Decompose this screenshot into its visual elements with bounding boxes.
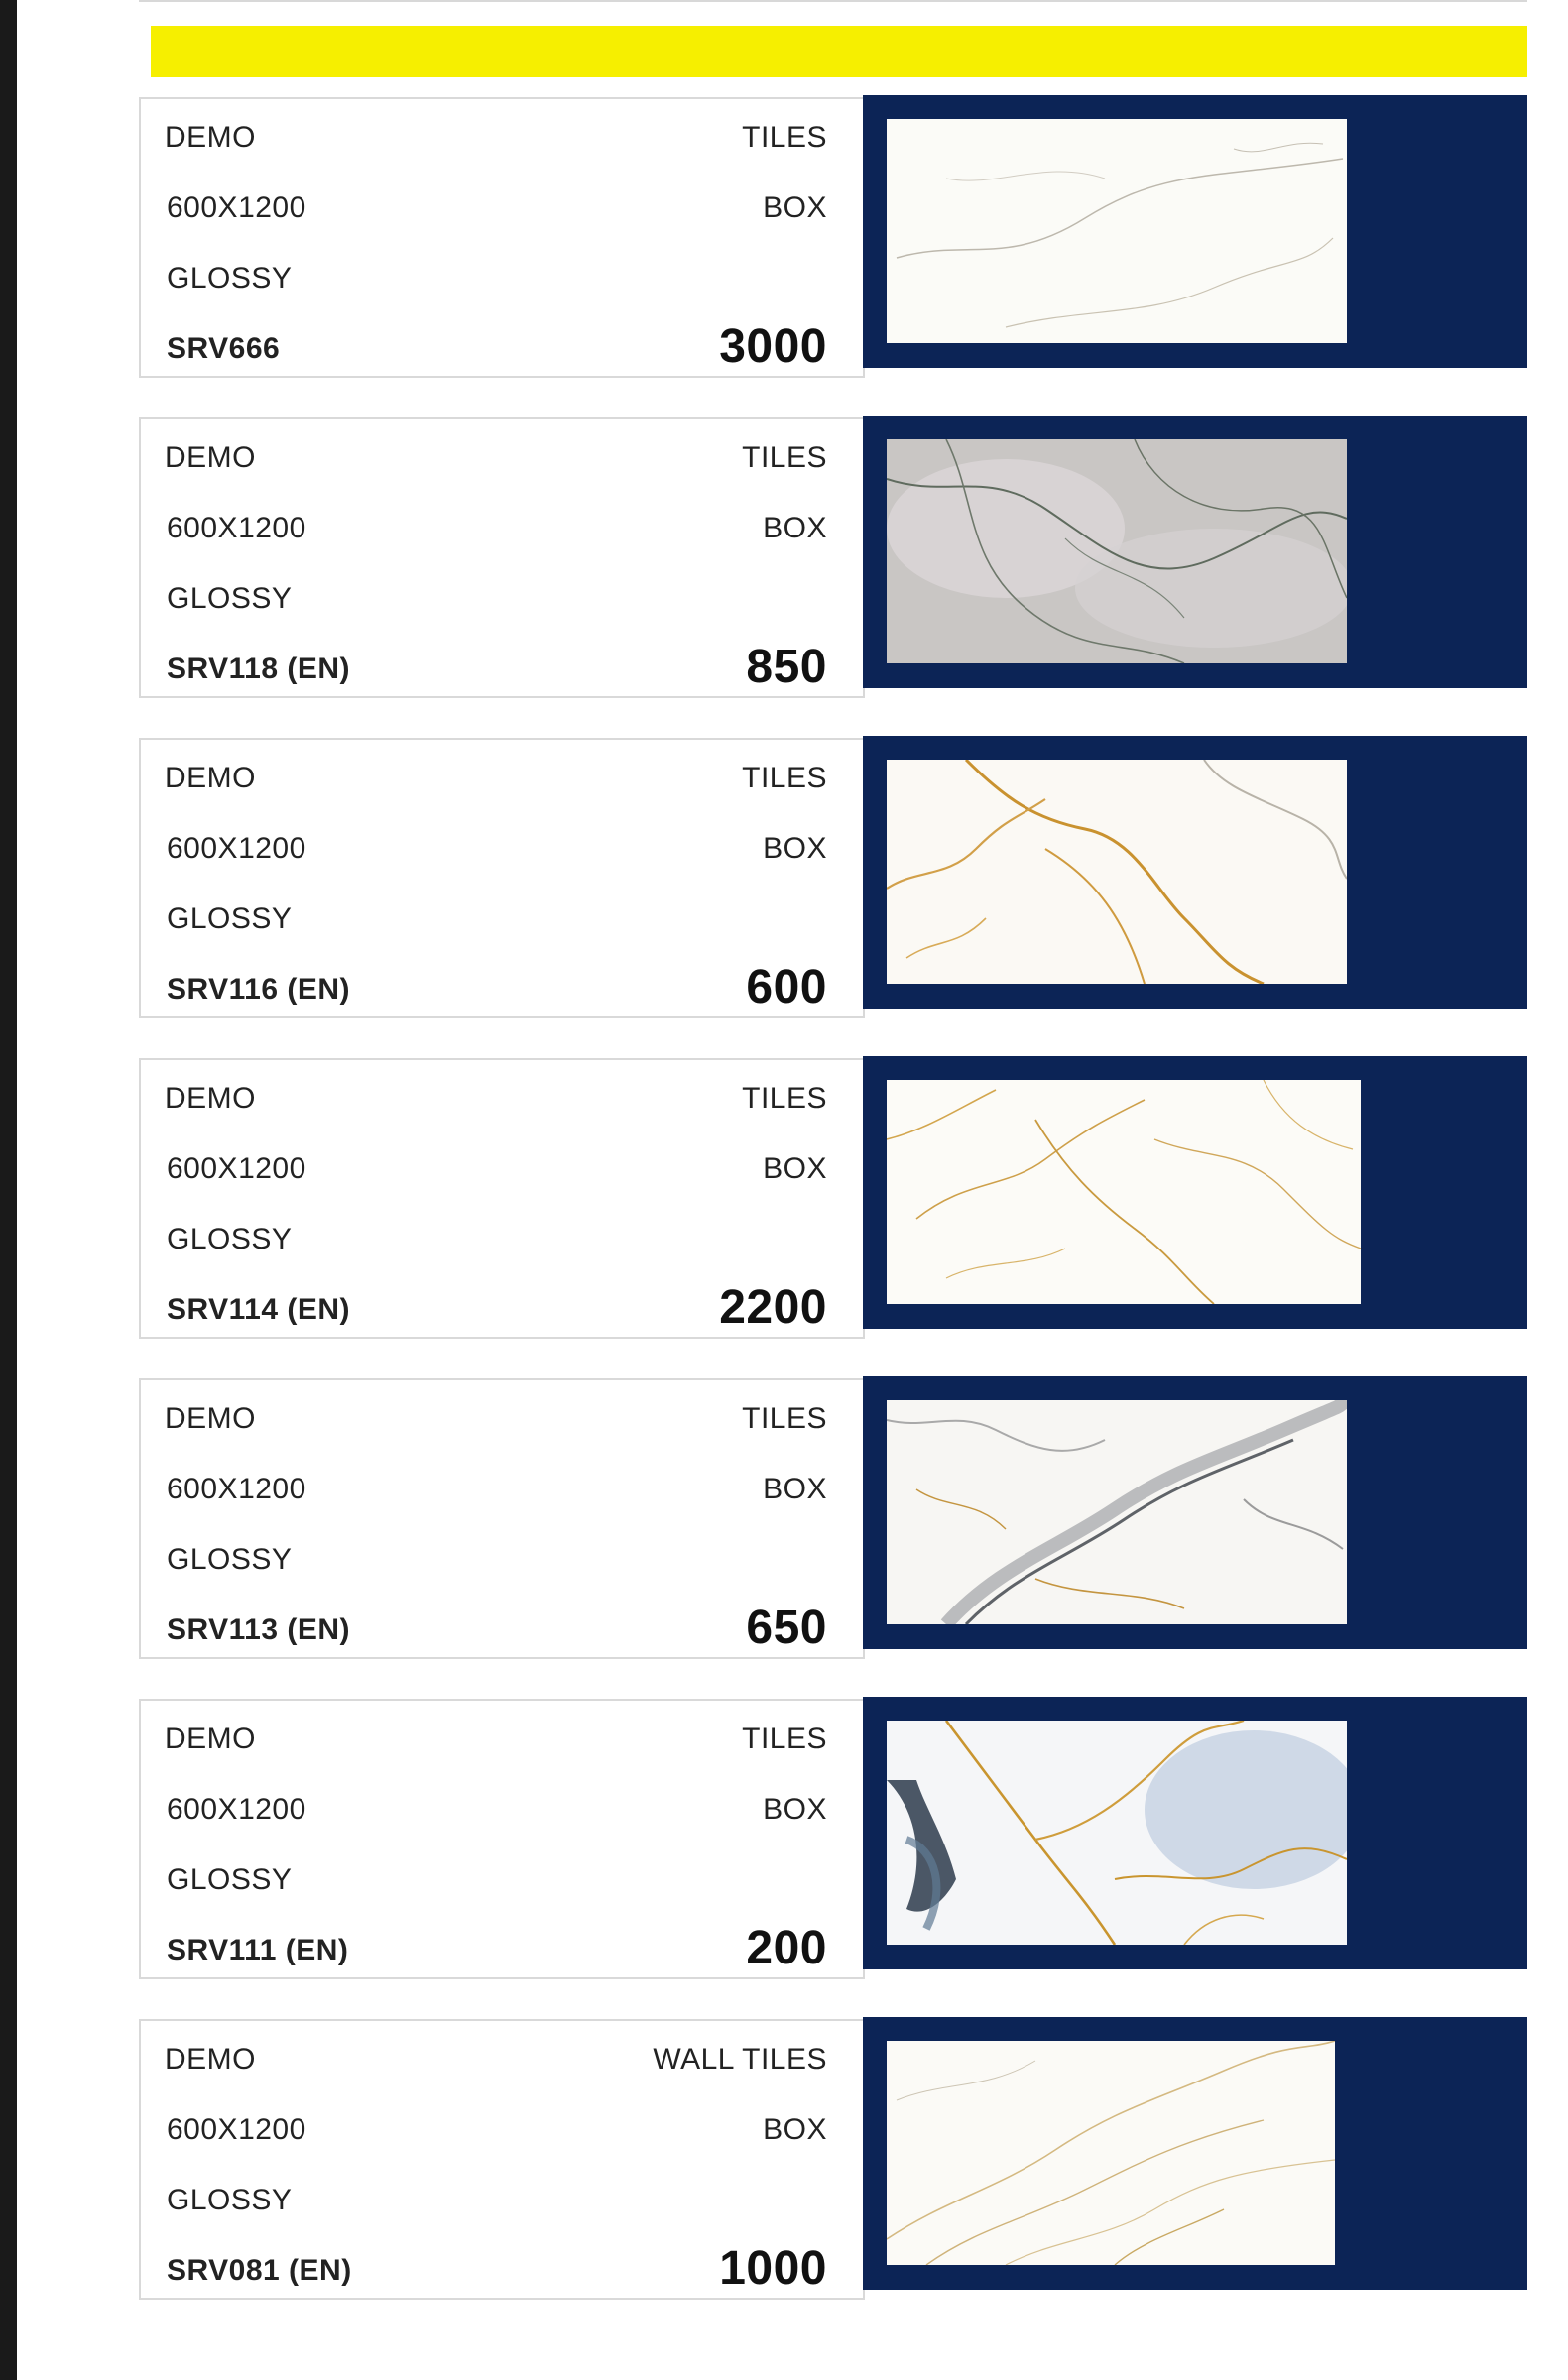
product-unit: BOX — [763, 191, 827, 224]
tile-swatch-image — [887, 439, 1347, 663]
yellow-banner — [151, 26, 1527, 77]
product-unit: BOX — [763, 1473, 827, 1505]
product-code: SRV118 (EN) — [167, 653, 351, 685]
product-unit: BOX — [763, 2113, 827, 2146]
product-card — [139, 1056, 1527, 1342]
product-quantity: 600 — [746, 961, 827, 1013]
product-card — [139, 416, 1527, 701]
swatch-panel — [863, 416, 1527, 688]
product-code: SRV111 (EN) — [167, 1934, 349, 1966]
product-size: 600X1200 — [167, 1793, 306, 1826]
product-quantity: 1000 — [719, 2242, 827, 2295]
product-finish: GLOSSY — [167, 2184, 293, 2216]
tile-swatch-image — [887, 2041, 1335, 2265]
product-unit: BOX — [763, 512, 827, 544]
product-finish: GLOSSY — [167, 1223, 293, 1255]
product-code: SRV666 — [167, 332, 281, 365]
product-code: SRV114 (EN) — [167, 1293, 351, 1326]
product-type: TILES — [742, 762, 827, 794]
product-type: TILES — [742, 1082, 827, 1115]
product-card — [139, 2017, 1527, 2303]
product-finish: GLOSSY — [167, 1543, 293, 1576]
product-unit: BOX — [763, 832, 827, 865]
product-type: TILES — [742, 1723, 827, 1755]
left-edge-strip — [0, 0, 17, 2380]
swatch-panel — [863, 2017, 1527, 2290]
product-brand: DEMO — [165, 2043, 256, 2076]
product-size: 600X1200 — [167, 2113, 306, 2146]
swatch-panel — [863, 1056, 1527, 1329]
product-type: WALL TILES — [653, 2043, 827, 2076]
product-finish: GLOSSY — [167, 262, 293, 295]
product-brand: DEMO — [165, 1402, 256, 1435]
product-brand: DEMO — [165, 121, 256, 154]
product-info — [139, 97, 865, 378]
product-code: SRV116 (EN) — [167, 973, 351, 1006]
product-unit: BOX — [763, 1152, 827, 1185]
tile-swatch-image — [887, 1080, 1361, 1304]
product-brand: DEMO — [165, 441, 256, 474]
product-finish: GLOSSY — [167, 582, 293, 615]
product-code: SRV113 (EN) — [167, 1613, 351, 1646]
product-quantity: 2200 — [719, 1281, 827, 1334]
product-finish: GLOSSY — [167, 1863, 293, 1896]
product-quantity: 3000 — [719, 320, 827, 373]
product-card — [139, 95, 1527, 381]
product-quantity: 650 — [746, 1602, 827, 1654]
product-info — [139, 1699, 865, 1979]
product-info — [139, 1058, 865, 1339]
product-size: 600X1200 — [167, 512, 306, 544]
product-brand: DEMO — [165, 762, 256, 794]
swatch-panel — [863, 95, 1527, 368]
product-brand: DEMO — [165, 1082, 256, 1115]
product-brand: DEMO — [165, 1723, 256, 1755]
swatch-panel — [863, 1376, 1527, 1649]
product-info — [139, 738, 865, 1018]
tile-swatch-image — [887, 1721, 1347, 1945]
product-type: TILES — [742, 121, 827, 154]
product-info — [139, 417, 865, 698]
tile-swatch-image — [887, 1400, 1347, 1624]
product-type: TILES — [742, 1402, 827, 1435]
swatch-panel — [863, 1697, 1527, 1969]
product-type: TILES — [742, 441, 827, 474]
product-size: 600X1200 — [167, 191, 306, 224]
product-unit: BOX — [763, 1793, 827, 1826]
product-card — [139, 736, 1527, 1021]
product-code: SRV081 (EN) — [167, 2254, 352, 2287]
product-size: 600X1200 — [167, 832, 306, 865]
product-size: 600X1200 — [167, 1152, 306, 1185]
swatch-panel — [863, 736, 1527, 1009]
product-quantity: 850 — [746, 641, 827, 693]
tile-swatch-image — [887, 119, 1347, 343]
product-quantity: 200 — [746, 1922, 827, 1974]
product-card — [139, 1697, 1527, 1982]
product-info — [139, 1378, 865, 1659]
product-finish: GLOSSY — [167, 902, 293, 935]
top-divider — [139, 0, 1527, 2]
product-card — [139, 1376, 1527, 1662]
product-info — [139, 2019, 865, 2300]
product-size: 600X1200 — [167, 1473, 306, 1505]
tile-swatch-image — [887, 760, 1347, 984]
